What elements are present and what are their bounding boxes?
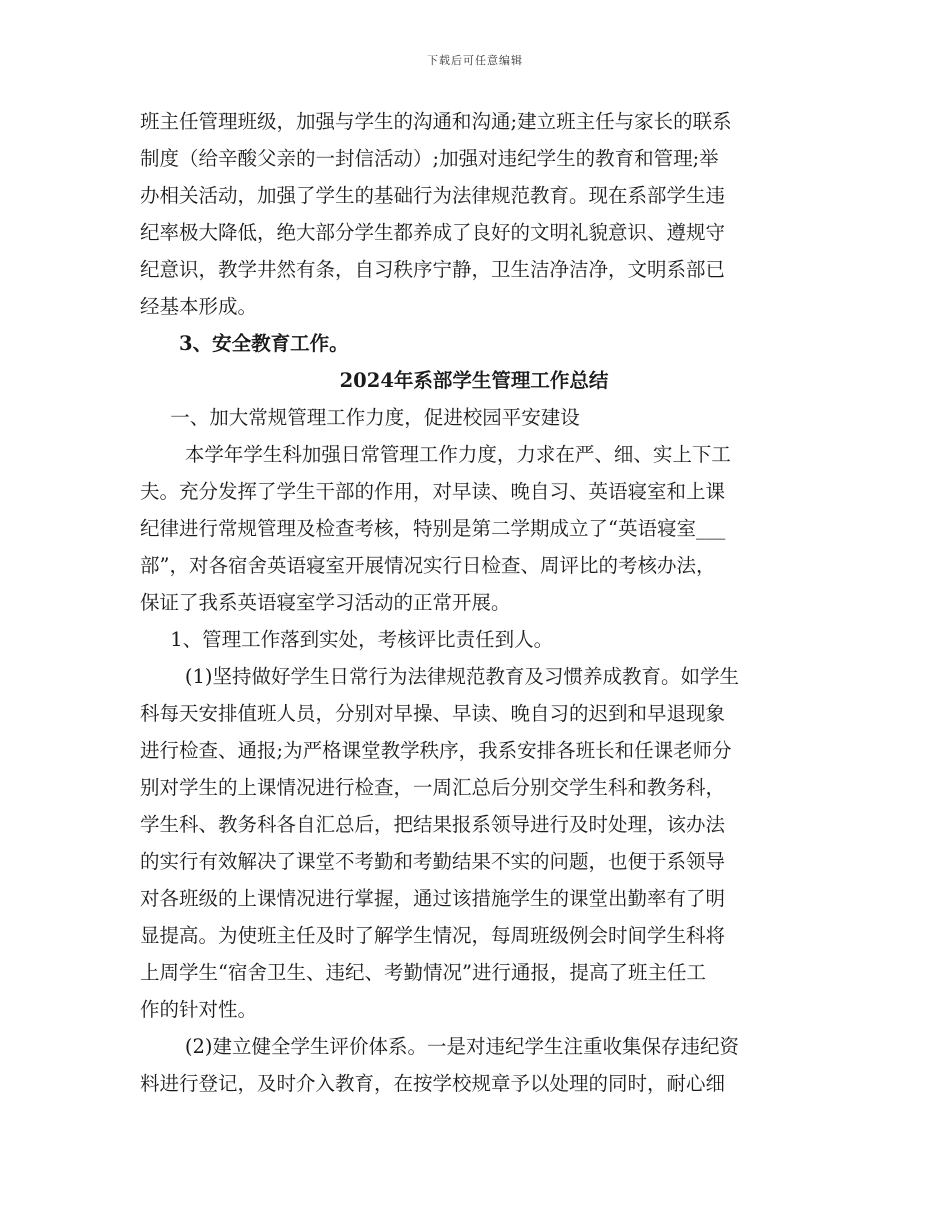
text-line: (1)坚持做好学生日常行为法律规范教育及习惯养成教育。如学生 bbox=[184, 665, 739, 688]
text-line: 夫。充分发挥了学生干部的作用，对早读、晚自习、英语寝室和上课 bbox=[140, 480, 726, 503]
text-line: 对各班级的上课情况进行掌握，通过该措施学生的课堂出勤率有了明 bbox=[140, 887, 726, 910]
text-line: 纪意识，教学井然有条，自习秩序宁静，卫生洁净洁净，文明系部已 bbox=[140, 258, 726, 281]
paragraph-class-management bbox=[140, 103, 808, 325]
text-line: 经基本形成。 bbox=[140, 295, 258, 318]
text-line: 的实行有效解决了课堂不考勤和考勤结果不实的问题，也便于系领导 bbox=[140, 850, 726, 873]
text-line: 部”，对各宿舍英语寝室开展情况实行日检查、周评比的考核办法， bbox=[140, 554, 716, 577]
text-line: 料进行登记，及时介入教育，在按学校规章予以处理的同时，耐心细 bbox=[140, 1072, 726, 1095]
text-line: 本学年学生科加强日常管理工作力度，力求在严、细、实上下工 bbox=[184, 443, 731, 466]
paragraph-evaluation-system bbox=[140, 1028, 808, 1102]
sub-heading-1: 1、管理工作落到实处，考核评比责任到人。 bbox=[170, 628, 554, 651]
text-line: 上周学生“宿舍卫生、违纪、考勤情况”进行通报，提高了班主任工 bbox=[140, 961, 706, 984]
text-line: 办相关活动，加强了学生的基础行为法律规范教育。现在系部学生违 bbox=[140, 184, 726, 207]
section-heading-1: 一、加大常规管理工作力度，促进校园平安建设 bbox=[170, 406, 580, 429]
text-line: 显提高。为使班主任及时了解学生情况，每周班级例会时间学生科将 bbox=[140, 924, 726, 947]
text-line: 纪率极大降低，绝大部分学生都养成了良好的文明礼貌意识、遵规守 bbox=[140, 221, 726, 244]
text-line: 别对学生的上课情况进行检查，一周汇总后分别交学生科和教务科， bbox=[140, 776, 726, 799]
text-line: 班主任管理班级，加强与学生的沟通和沟通;建立班主任与家长的联系 bbox=[140, 110, 732, 133]
text-line: 科每天安排值班人员，分别对早操、早读、晚自习的迟到和早退现象 bbox=[140, 702, 726, 725]
text-line: 作的针对性。 bbox=[140, 998, 258, 1021]
paragraph-behavior-education bbox=[140, 658, 808, 1028]
paragraph-routine-management bbox=[140, 436, 808, 621]
heading-safety-education: 3、安全教育工作。 bbox=[179, 332, 349, 355]
text-line: 保证了我系英语寝室学习活动的正常开展。 bbox=[140, 591, 511, 614]
text-line: 进行检查、通报;为严格课堂教学秩序，我系安排各班长和任课老师分 bbox=[140, 739, 732, 762]
text-line: 制度（给辛酸父亲的一封信活动）;加强对违纪学生的教育和管理;举 bbox=[140, 147, 719, 170]
text-line: (2)建立健全学生评价体系。一是对违纪学生注重收集保存违纪资 bbox=[184, 1035, 739, 1058]
text-line: 学生科、教务科各自汇总后，把结果报系领导进行及时处理，该办法 bbox=[140, 813, 726, 836]
document-body bbox=[140, 103, 808, 1102]
document-title: 2024年系部学生管理工作总结 bbox=[339, 369, 609, 392]
text-line: 纪律进行常规管理及检查考核，特别是第二学期成立了“英语寝室___ bbox=[140, 517, 726, 540]
header-note: 下载后可任意编辑 bbox=[427, 54, 523, 67]
